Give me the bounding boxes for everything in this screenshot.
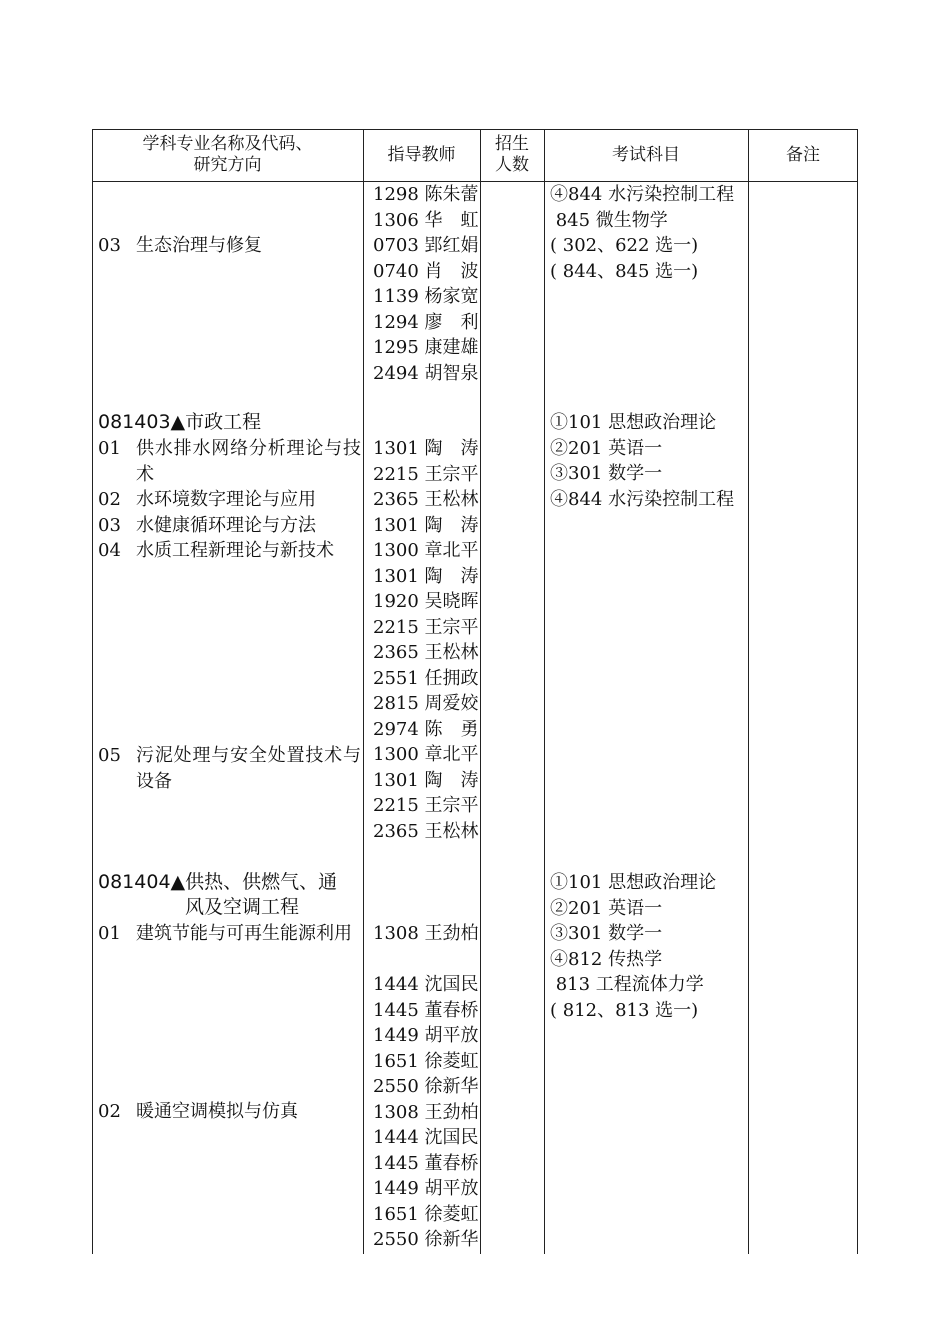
supervisor-entry: 2815 周爱姣 bbox=[373, 693, 479, 714]
exam-list-block1 bbox=[550, 182, 745, 284]
direction-code: 04 bbox=[98, 540, 121, 561]
supervisor-entry: 1444 沈国民 bbox=[373, 974, 479, 995]
header-exam-subjects bbox=[544, 129, 748, 181]
header-enrollment-line1: 招生 bbox=[495, 134, 529, 154]
major-code: 081403 bbox=[98, 411, 171, 433]
direction-name: 生态治理与修复 bbox=[136, 235, 262, 256]
supervisor-entry: 1449 胡平放 bbox=[373, 1178, 479, 1199]
exam-subject: 813 工程流体力学 bbox=[550, 974, 704, 995]
supervisor-entry: 1651 徐菱虹 bbox=[373, 1203, 479, 1225]
exam-list-block2 bbox=[550, 410, 745, 512]
supervisor-list-block3a bbox=[373, 921, 479, 947]
supervisor-entry: 1139 杨家宽 bbox=[373, 286, 479, 307]
supervisor-entry: 1306 华 虹 bbox=[373, 209, 479, 231]
supervisor-entry: 1301 陶 涛 bbox=[373, 438, 479, 459]
exam-subject: ④812 传热学 bbox=[550, 948, 663, 970]
major-code: 081404 bbox=[98, 871, 171, 893]
exam-subject: ④844 水污染控制工程 bbox=[550, 184, 735, 205]
supervisor-entry: 2550 徐新华 bbox=[373, 1229, 479, 1250]
supervisor-entry: 1301 陶 涛 bbox=[373, 565, 479, 587]
direction-name: 水质工程新理论与新技术 bbox=[136, 540, 334, 561]
header-major-name-line2: 研究方向 bbox=[193, 155, 262, 175]
column-divider bbox=[480, 129, 481, 1254]
major-name-line2: 风及空调工程 bbox=[185, 896, 300, 918]
exam-subject: ②201 英语一 bbox=[550, 437, 663, 459]
exam-subject: ①101 思想政治理论 bbox=[550, 872, 717, 893]
direction-code: 01 bbox=[98, 923, 121, 944]
supervisor-entry: 2550 徐新华 bbox=[373, 1076, 479, 1097]
header-major-name bbox=[92, 129, 363, 181]
supervisor-entry: 1308 王劲柏 bbox=[373, 1101, 479, 1123]
major-name: 市政工程 bbox=[185, 411, 262, 433]
supervisor-entry: 2215 王宗平 bbox=[373, 616, 479, 638]
supervisor-list-block3b bbox=[373, 972, 479, 1253]
supervisor-entry: 1308 王劲柏 bbox=[373, 923, 479, 944]
header-major-name-line1: 学科专业名称及代码、 bbox=[142, 134, 313, 154]
supervisor-entry: 1301 陶 涛 bbox=[373, 514, 479, 536]
supervisor-entry: 1300 章北平 bbox=[373, 744, 479, 765]
direction-name: 建筑节能与可再生能源利用 bbox=[136, 923, 352, 944]
supervisor-entry: 1298 陈朱蕾 bbox=[373, 184, 479, 205]
exam-subject: ( 812、813 选一) bbox=[550, 999, 699, 1021]
direction-code: 02 bbox=[98, 489, 121, 510]
exam-subject: ③301 数学一 bbox=[550, 923, 663, 944]
exam-subject: ③301 数学一 bbox=[550, 463, 663, 484]
major-heading-081403 bbox=[98, 410, 261, 436]
header-supervisor bbox=[363, 129, 480, 181]
direction-name: 水健康循环理论与方法 bbox=[136, 515, 316, 536]
exam-list-block3 bbox=[550, 870, 745, 1023]
supervisor-entry: 2365 王松林 bbox=[373, 642, 479, 663]
direction-name: 暖通空调模拟与仿真 bbox=[136, 1101, 298, 1122]
column-divider bbox=[748, 129, 749, 1254]
exam-subject: ①101 思想政治理论 bbox=[550, 412, 717, 433]
direction-name: 供水排水网络分析理论与技术 bbox=[136, 438, 361, 485]
supervisor-entry: 2365 王松林 bbox=[373, 820, 479, 842]
supervisor-entry: 1301 陶 涛 bbox=[373, 769, 479, 791]
triangle-icon: ▲ bbox=[170, 871, 186, 893]
major-name-line1: 供热、供燃气、通 bbox=[185, 871, 338, 893]
supervisor-entry: 2215 王宗平 bbox=[373, 795, 479, 816]
header-remarks-label: 备注 bbox=[786, 144, 820, 165]
direction-name: 污泥处理与安全处置技术与设备 bbox=[136, 745, 361, 792]
supervisor-entry: 0740 肖 波 bbox=[373, 260, 479, 282]
supervisor-entry: 2494 胡智泉 bbox=[373, 362, 479, 384]
supervisor-entry: 1295 康建雄 bbox=[373, 337, 479, 358]
supervisor-entry: 1444 沈国民 bbox=[373, 1127, 479, 1148]
direction-code: 03 bbox=[98, 515, 121, 536]
direction-code: 03 bbox=[98, 235, 121, 256]
supervisor-entry: 1445 董春桥 bbox=[373, 1152, 479, 1174]
direction-name: 水环境数字理论与应用 bbox=[136, 489, 316, 510]
supervisor-entry: 1445 董春桥 bbox=[373, 999, 479, 1021]
supervisor-entry: 2974 陈 勇 bbox=[373, 718, 479, 740]
direction-code: 01 bbox=[98, 438, 121, 459]
supervisor-list-block1 bbox=[373, 182, 479, 386]
direction-code: 05 bbox=[98, 745, 121, 766]
supervisor-entry: 1300 章北平 bbox=[373, 540, 479, 561]
exam-subject: 845 微生物学 bbox=[550, 209, 668, 231]
supervisor-entry: 1651 徐菱虹 bbox=[373, 1050, 479, 1072]
supervisor-entry: 1920 吴晓晖 bbox=[373, 591, 479, 612]
supervisor-entry: 1294 廖 利 bbox=[373, 311, 479, 333]
triangle-icon: ▲ bbox=[170, 411, 186, 433]
exam-subject: ( 302、622 选一) bbox=[550, 235, 699, 256]
direction-code: 02 bbox=[98, 1101, 121, 1122]
supervisor-entry: 2551 任拥政 bbox=[373, 667, 479, 689]
supervisor-entry: 1449 胡平放 bbox=[373, 1025, 479, 1046]
exam-subject: ④844 水污染控制工程 bbox=[550, 488, 735, 510]
header-remarks bbox=[748, 129, 858, 181]
supervisor-entry: 2365 王松林 bbox=[373, 489, 479, 510]
header-supervisor-label: 指导教师 bbox=[387, 144, 456, 165]
column-divider bbox=[363, 129, 364, 1254]
exam-subject: ( 844、845 选一) bbox=[550, 260, 699, 282]
header-enrollment bbox=[480, 129, 544, 181]
exam-subject: ②201 英语一 bbox=[550, 897, 663, 919]
major-heading-081404 bbox=[98, 870, 337, 896]
column-divider bbox=[544, 129, 545, 1254]
supervisor-entry: 0703 郢红娟 bbox=[373, 235, 479, 256]
supervisor-list-block2 bbox=[373, 436, 479, 844]
header-enrollment-line2: 人数 bbox=[495, 155, 529, 175]
header-exam-subjects-label: 考试科目 bbox=[612, 144, 680, 165]
supervisor-entry: 2215 王宗平 bbox=[373, 463, 479, 485]
